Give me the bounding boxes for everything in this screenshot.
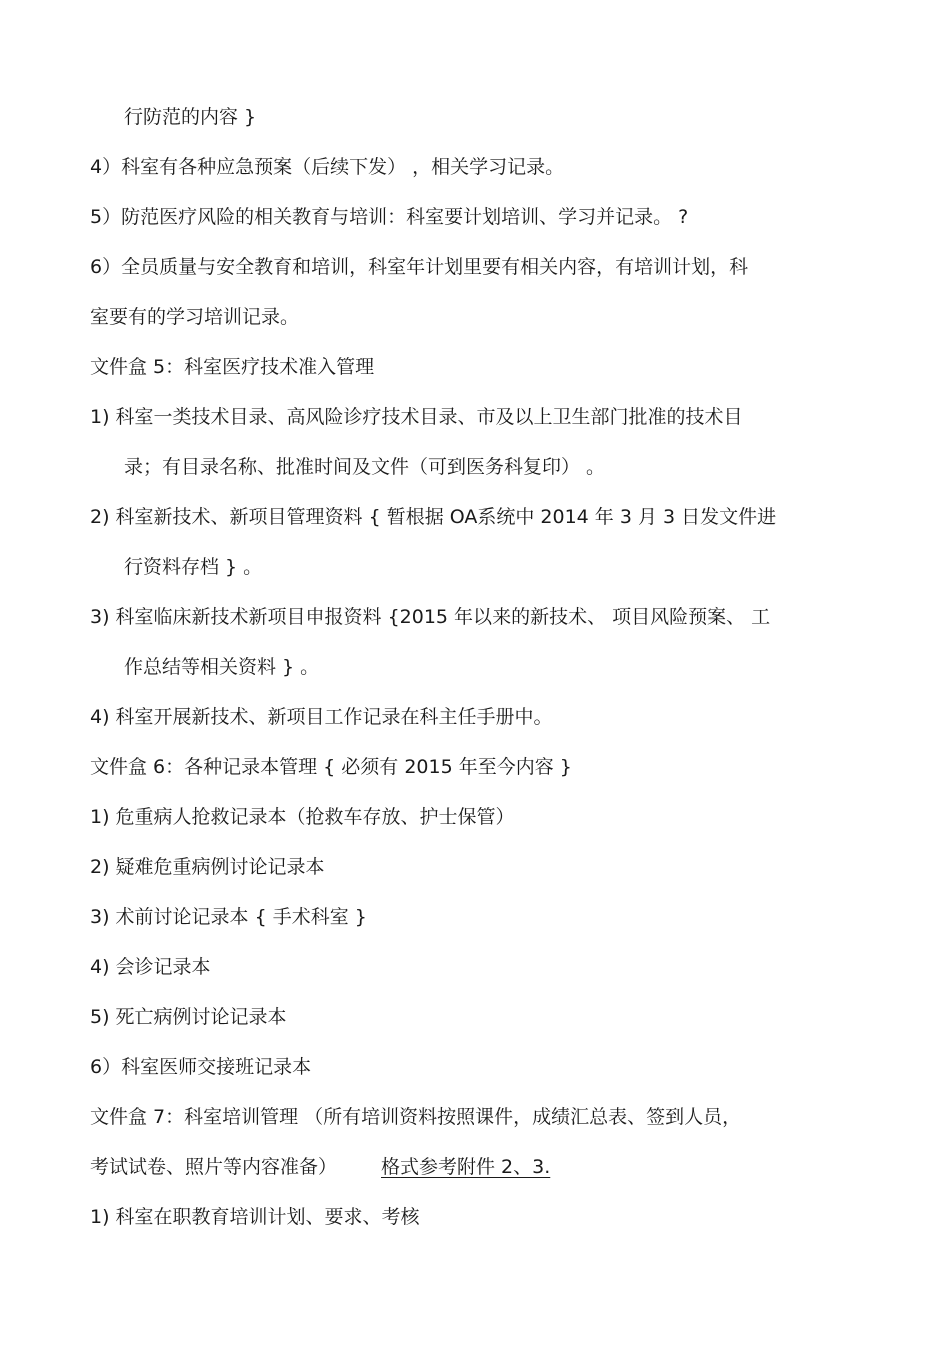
- text-line: 行资料存档 } 。: [124, 556, 263, 578]
- text-line: 2) 科室新技术、新项目管理资料 { 暂根据 OA系统中 2014 年 3 月 3 日发文件进: [90, 506, 777, 528]
- text-line: 3) 术前讨论记录本 { 手术科室 }: [90, 906, 367, 928]
- text-line: 1) 危重病人抢救记录本（抢救车存放、护士保管）: [90, 806, 515, 828]
- text-line: 6）科室医师交接班记录本: [90, 1056, 312, 1078]
- text-line: 6）全员质量与安全教育和培训，科室年计划里要有相关内容，有培训计划，科: [90, 256, 749, 278]
- text-line: 4）科室有各种应急预案（后续下发） ，相关学习记录。: [90, 156, 565, 178]
- text-line: 考试试卷、照片等内容准备）: [90, 1156, 338, 1178]
- text-line: 行防范的内容 }: [124, 106, 257, 128]
- text-line: 4) 科室开展新技术、新项目工作记录在科主任手册中。: [90, 706, 553, 728]
- text-line: 作总结等相关资料 } 。: [124, 656, 320, 678]
- attachment-reference: 格式参考附件 2、3.: [381, 1156, 551, 1178]
- text-line: 3) 科室临床新技术新项目申报资料 {2015 年以来的新技术、 项目风险预案、 工: [90, 606, 771, 628]
- text-line: 5）防范医疗风险的相关教育与培训：科室要计划培训、学习并记录。 ?: [90, 206, 689, 228]
- text-line: 1) 科室在职教育培训计划、要求、考核: [90, 1206, 420, 1228]
- text-line: 4) 会诊记录本: [90, 956, 211, 978]
- section-heading: 文件盒 7：科室培训管理 （所有培训资料按照课件，成绩汇总表、签到人员，: [90, 1106, 742, 1128]
- section-heading: 文件盒 5：科室医疗技术准入管理: [90, 356, 375, 378]
- text-line: 5) 死亡病例讨论记录本: [90, 1006, 287, 1028]
- text-line: 室要有的学习培训记录。: [90, 306, 300, 328]
- text-line: 2) 疑难危重病例讨论记录本: [90, 856, 325, 878]
- text-line: 录；有目录名称、批准时间及文件（可到医务科复印） 。: [124, 456, 606, 478]
- text-line: 1) 科室一类技术目录、高风险诊疗技术目录、市及以上卫生部门批准的技术目: [90, 406, 743, 428]
- section-heading: 文件盒 6：各种记录本管理 { 必须有 2015 年至今内容 }: [90, 756, 572, 778]
